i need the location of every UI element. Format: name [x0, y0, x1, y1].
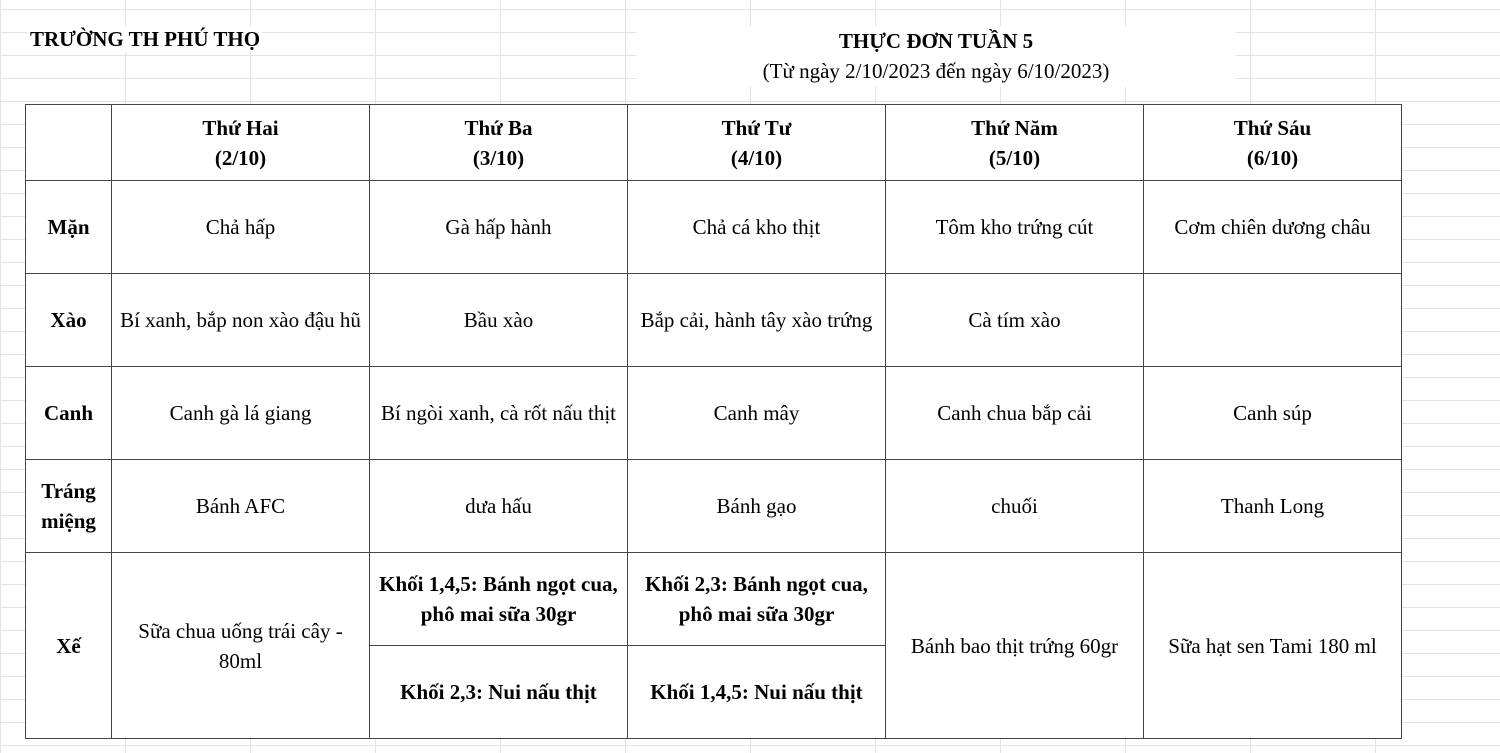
cell-xe-fri[interactable]: Sữa hạt sen Tami 180 ml: [1144, 553, 1402, 739]
cell-xao-fri[interactable]: [1144, 274, 1402, 367]
cell-xe-thu[interactable]: Bánh bao thịt trứng 60gr: [886, 553, 1144, 739]
cell-trang-mieng-fri[interactable]: Thanh Long: [1144, 460, 1402, 553]
row-label-xe[interactable]: Xế: [26, 553, 112, 739]
cell-trang-mieng-thu[interactable]: chuối: [886, 460, 1144, 553]
row-xe-1: [26, 553, 1402, 646]
cell-man-wed[interactable]: Chả cá kho thịt: [628, 181, 886, 274]
cell-trang-mieng-tue[interactable]: dưa hấu: [370, 460, 628, 553]
cell-xao-thu[interactable]: Cà tím xào: [886, 274, 1144, 367]
cell-canh-thu[interactable]: Canh chua bắp cải: [886, 367, 1144, 460]
cell-xe-mon[interactable]: Sữa chua uống trái cây - 80ml: [112, 553, 370, 739]
day-name: Thứ Năm: [971, 115, 1058, 140]
cell-xao-mon[interactable]: Bí xanh, bắp non xào đậu hũ: [112, 274, 370, 367]
cell-xao-tue[interactable]: Bầu xào: [370, 274, 628, 367]
day-name: Thứ Sáu: [1233, 115, 1312, 140]
cell-man-mon[interactable]: Chả hấp: [112, 181, 370, 274]
day-date: (5/10): [988, 145, 1041, 170]
day-name: Thứ Ba: [464, 115, 533, 140]
row-xao: [26, 274, 1402, 367]
title-block: [636, 27, 1236, 87]
school-name: TRƯỜNG TH PHÚ THỌ: [30, 27, 261, 51]
cell-xe-wed-2[interactable]: Khối 1,4,5: Nui nấu thịt: [628, 646, 886, 739]
day-header-fri[interactable]: [1144, 105, 1402, 181]
day-date: (4/10): [730, 145, 783, 170]
cell-xe-wed-1[interactable]: Khối 2,3: Bánh ngọt cua, phô mai sữa 30gr: [628, 553, 886, 646]
day-header-wed[interactable]: [628, 105, 886, 181]
cell-canh-fri[interactable]: Canh súp: [1144, 367, 1402, 460]
corner-cell[interactable]: [26, 105, 112, 181]
cell-xe-tue-1[interactable]: Khối 1,4,5: Bánh ngọt cua, phô mai sữa 30gr: [370, 553, 628, 646]
row-label-man[interactable]: Mặn: [26, 181, 112, 274]
row-label-trang-mieng[interactable]: Tráng miệng: [26, 460, 112, 553]
cell-xe-tue-2[interactable]: Khối 2,3: Nui nấu thịt: [370, 646, 628, 739]
row-man: [26, 181, 1402, 274]
cell-trang-mieng-wed[interactable]: Bánh gạo: [628, 460, 886, 553]
cell-canh-mon[interactable]: Canh gà lá giang: [112, 367, 370, 460]
row-trang-mieng: [26, 460, 1402, 553]
cell-canh-tue[interactable]: Bí ngòi xanh, cà rốt nấu thịt: [370, 367, 628, 460]
cell-man-fri[interactable]: Cơm chiên dương châu: [1144, 181, 1402, 274]
day-name: Thứ Tư: [721, 115, 792, 140]
menu-title: THỰC ĐƠN TUẦN 5: [838, 29, 1034, 53]
day-name: Thứ Hai: [202, 115, 279, 140]
day-header-thu[interactable]: [886, 105, 1144, 181]
cell-xao-wed[interactable]: Bắp cải, hành tây xào trứng: [628, 274, 886, 367]
row-label-canh[interactable]: Canh: [26, 367, 112, 460]
day-date: (3/10): [472, 145, 525, 170]
menu-date-range: (Từ ngày 2/10/2023 đến ngày 6/10/2023): [762, 59, 1110, 83]
day-header-mon[interactable]: [112, 105, 370, 181]
cell-man-tue[interactable]: Gà hấp hành: [370, 181, 628, 274]
row-label-xao[interactable]: Xào: [26, 274, 112, 367]
header-row: [26, 105, 1402, 181]
day-date: (2/10): [214, 145, 267, 170]
menu-table: [25, 104, 1402, 739]
cell-canh-wed[interactable]: Canh mây: [628, 367, 886, 460]
cell-man-thu[interactable]: Tôm kho trứng cút: [886, 181, 1144, 274]
day-header-tue[interactable]: [370, 105, 628, 181]
day-date: (6/10): [1246, 145, 1299, 170]
row-canh: [26, 367, 1402, 460]
cell-trang-mieng-mon[interactable]: Bánh AFC: [112, 460, 370, 553]
